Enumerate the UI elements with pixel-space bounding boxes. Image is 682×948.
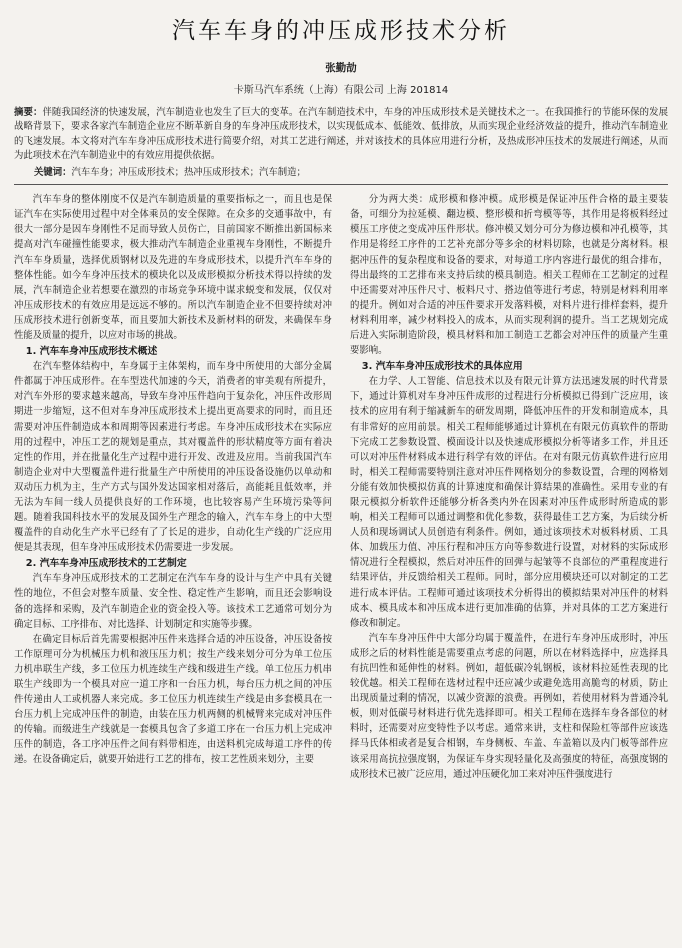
section-2-continued-paragraph: 分为两大类：成形模和修冲模。成形模是保证冲压件合格的最主要装备，可细分为拉延模、翻边模、整形模和折弯模等等，其作用是将板料经过模压工序使之变成冲压件形状。修冲模又划分可分为修边模和冲孔模等，其作用是将经工序件的工艺补充部分等多余的材料切除，也就是分离材料。根据冲压件的复杂程度和设备的要求，对每道工序内容进行最优的组合排布，得出最终的工艺排布来支持后续的模具制造。相关工程师在工艺制定的过程中还需要对冲压件尺寸、板料尺寸、搭边值等进行考虑，特别是材料利用率的提升。例如对合适的冲压件要求开发落料模，对料片进行排样套料，提升材料利用率，减少材料投入的成本，从而实现利润的提升。当工艺规划完成后进入实际制造阶段，模具材料和加工制造工艺都会对冲压件的质量产生重要影响。 xyxy=(350,194,668,357)
intro-paragraph: 汽车车身的整体刚度不仅是汽车制造质量的重要指标之一，而且也是保证汽车在实际使用过程中对全体乘员的安全保障。在众多的交通事故中，有很大一部分是因车身刚性不足而导致人员伤亡，目前国家不断推出新国标来提高对汽车碰撞性能要求，极大推动汽车制造企业重视车身刚性，不断提升汽车车身质量，选择优质钢材以及先进的车身成形技术，以提升汽车车身的整体性能。如今车身冲压技术的模块化以及成形模拟分析技术得以持续的发展，汽车制造企业若想要在激烈的市场竞争环境中谋求蜕变和发展，仅仅对冲压成形技术的有效应用是远远不够的。所以汽车制造企业不但要持续对冲压成形技术进行创新变革，而且要加大新技术及新材料的研发，来确保车身性能及质量的提升，以应对市场的挑战。 xyxy=(14,194,332,342)
right-column xyxy=(350,192,668,782)
section-1-paragraph: 在汽车整体结构中，车身属于主体架构，而车身中所使用的大部分金属件都属于冲压成形件。在车型迭代加速的今天，消费者的审美观有所提升，对汽车外形的要求越来越高，导致车身冲压件趋向于复杂化，冲压件改形周期进一步缩短，这不但对车身冲压成形技术上提出更高要求的同时，而且还需要对冲压件制造成本和周期等因素进行考虑。车身冲压成形技术在实际应用的过程中，冲压工艺的规划是重点，其对覆盖件的形状精度等方面有着决定性的作用，并在批量化生产过程中进行开发、改进及应用。当前我国汽车制造企业对中大型覆盖件进行批量生产中所使用的冲压设备设施仍以单动和双动压力机为主，生产方式与国外发达国家相对落后，高能耗且低效率，并无法为车间一线人员提供良好的工作环境，也比较容易产生环境污染等问题。随着我国科技水平的发展及国外生产理念的输入，汽车车身上的中大型覆盖件的自动化生产水平已经有了了长足的进步，自动化生产线的广泛应用便是其表现，但车身冲压成形技术仍需要进一步发展。 xyxy=(14,361,332,554)
section-heading-2: 2. 汽车车身冲压成形技术的工艺制定 xyxy=(25,558,187,570)
abstract-label: 摘要： xyxy=(14,107,43,118)
abstract xyxy=(14,106,668,163)
author-name: 张勤劼 xyxy=(325,62,357,74)
keywords xyxy=(14,164,668,178)
abstract-text: 伴随我国经济的快速发展，汽车制造业也发生了巨大的变革。在汽车制造技术中，车身的冲压成形技术是关键技术之一。在我国推行的节能环保的发展战略背景下，要求各家汽车制造企业应不断革新自身的车身冲压成形技术，以实现低成本、低能效、低排放，从而实现企业经济效益的提升，推动汽车制造业的飞速发展。本文将对汽车车身冲压成形技术进行简要介绍，对其工艺进行阐述，并对该技术的具体应用进行分析，及热成形冲压技术的发展进行阐述，从而为此项技术在汽车制造业中的有效应用提供依据。 xyxy=(14,107,668,161)
section-2-paragraph-1: 汽车车身冲压成形技术的工艺制定在汽车车身的设计与生产中具有关键性的地位，不但会对整车质量、安全性、稳定性产生影响，而且还会影响设备的选择和采购，及汽车制造企业的资金投入等。该技术工艺通常可划分为确定目标、工序排布、对比选择、计划制定和实施等步骤。 xyxy=(14,573,332,630)
article-title: 汽车车身的冲压成形技术分析 xyxy=(172,18,510,44)
body-columns xyxy=(14,192,668,782)
section-heading-1: 1. 汽车车身冲压成形技术概述 xyxy=(25,346,158,358)
author-affiliation: 卡斯马汽车系统（上海）有限公司 上海 201814 xyxy=(233,85,449,96)
section-heading-3: 3. 汽车车身冲压成形技术的具体应用 xyxy=(361,361,523,373)
keywords-text: 汽车车身；冲压成形技术；热冲压成形技术；汽车制造； xyxy=(71,167,306,179)
header-divider xyxy=(14,184,668,185)
keywords-label: 关键词： xyxy=(34,167,72,179)
section-3-paragraph-1: 在力学、人工智能、信息技术以及有限元计算方法迅速发展的时代背景下，通过计算机对车身冲压件成形的过程进行分析模拟已得到广泛应用，该技术的应用有利于缩减新车的研发周期，降低冲压件的开发和制造成本，具有非常好的应用前景。相关工程师能够通过计算机在有限元仿真软件的帮助下完成工艺参数设置、模面设计以及快速成形模拟分析等诸多工作，并且还可以对冲压件材料成本进行科学有效的评估。在对有限元仿真软件进行应用时，相关工程师需要特别注意对冲压件网格划分的参数设置，合理的网格划分能有效加快模拟仿真的计算速度和确保计算结果的准确性。采用专业的有限元模拟分析软件还能够分析各类内外在因素对冲压件成形时所造成的影响，相关工程师可以通过调整和优化参数，获得最佳工艺方案，为后续分析人员和现场调试人员创造有利条件。例如，通过该项技术对板料材质、工具体、加载压力值、冲压行程和冲压方向等参数进行设置，对材料的实际成形情况进行全程模拟，然后对冲压件的回弹与起皱等不良部位的严重程度进行结果评估，并反馈给相关工程师。同时，部分应用模块还可以对制定的工艺进行成本评估。工程师可通过该项技术分析得出的模拟结果对冲压件的材料成本、模具成本和冲压成本进行更加准确的估算，并对具体的工艺方案进行修改和制定。 xyxy=(350,376,668,629)
left-column xyxy=(14,192,332,782)
section-3-paragraph-2: 汽车车身冲压件中大部分均属于覆盖件，在进行车身冲压成形时，冲压成形之后的材料性能是需要重点考虑的问题，所以在材料选择中，应选择具有抗凹性和延伸性的材料。例如，超低碳冷轧钢板，该材料拉延性表现的比较优越。相关工程师在选材过程中还应减少或避免选用高脆弯的材质，防止出现质量过剩的情况，以减少资源的浪费。再例如，若使用材料为普通冷轧板，则对低碳号材料进行优先选择即可。相关工程师在选择车身各部位的材料时，还需要对应变特性予以考虑。通常来讲，支柱和保险杠等部件应该选择马氏体相或者是复合相钢，车身侧板、车盖、车盖箱以及内门板等部件应该采用高抗拉强度钢，为保证车身实现轻量化及高强度的特征，高强度钢的成形技术已被广泛应用，通过冲压硬化加工来对冲压件强度进行 xyxy=(350,632,668,780)
section-2-paragraph-2: 在确定目标后首先需要根据冲压件来选择合适的冲压设备，冲压设备按工作原理可分为机械压力机和液压压力机；按生产线来划分可分为单工位压力机串联生产线，多工位压力机连续生产线和级进生产线。单工位压力机串联生产线即为一个模具对应一道工序和一台压力机，每台压力机之间的冲压件传递由人工或机器人来完成。多工位压力机连续生产线是由多套模具在一台压力机上完成冲压件的制造，由装在压力机两侧的机械臂来完成对冲压件的传输。而级进生产线就是一套模具包含了多道工序在一台压力机上完成冲压件的制造，各工序冲压件之间有料带相连，由送料机完成每道工序件的传递。在设备确定后，就要开始进行工艺的排布，按工艺性质来划分，主要 xyxy=(14,633,332,766)
